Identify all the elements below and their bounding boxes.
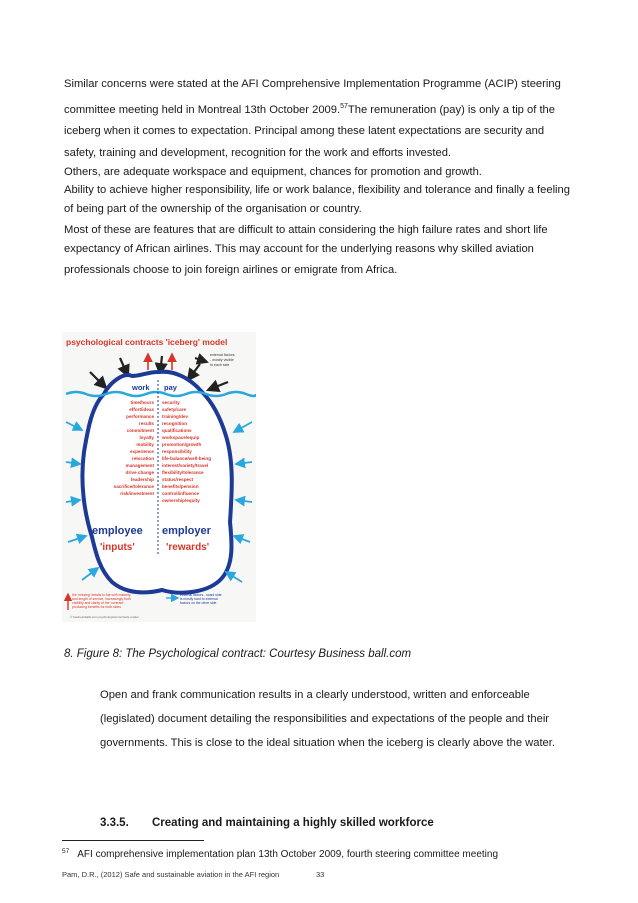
input-item: performance	[126, 414, 154, 419]
figure-title: psychological contracts 'iceberg' model	[66, 337, 228, 347]
section-heading	[100, 817, 434, 829]
note-line: external factors	[210, 353, 235, 357]
text-line: Open and frank communication results in a clearly understood, written and enforceable	[100, 689, 530, 701]
pay-label: pay	[164, 383, 177, 392]
input-item: commitment	[126, 428, 154, 433]
page-number: 33	[316, 870, 325, 879]
text-line: (legislated) document detailing the responsibilities and expectations of the people and their	[100, 713, 550, 725]
input-item: leadership	[131, 477, 154, 482]
section-number: 3.3.5.	[100, 817, 129, 829]
work-label: work	[132, 383, 150, 392]
bottom-right-note	[180, 593, 222, 605]
note-line: producing benefits for both sides	[72, 605, 122, 609]
reward-item: life-balance/well-being	[162, 456, 212, 461]
input-item: drive change	[125, 470, 154, 475]
external-arrow	[195, 358, 207, 362]
reward-item: recognition	[162, 421, 188, 426]
note-line: is mostly hard to external	[180, 597, 218, 601]
footnote-text: AFI comprehensive implementation plan 13th October 2009, fourth steering committee meeting	[77, 849, 499, 860]
note-line: visibility and clarity of the 'contract',	[72, 601, 125, 605]
employer-label: employer	[162, 525, 211, 537]
input-item: loyalty	[139, 435, 154, 440]
footnote	[62, 848, 498, 860]
text-line: of being part of the ownership of the organisation or country.	[64, 203, 362, 215]
reward-item: training/dev	[162, 414, 189, 419]
input-item: results	[138, 421, 154, 426]
reward-item: flexibility/tolerance	[162, 470, 204, 475]
footnote-number: 57	[62, 848, 70, 855]
note-line: and length of service, increasingly both	[72, 597, 131, 601]
body-paragraph-1	[64, 74, 584, 282]
input-item: time/hours	[130, 400, 154, 405]
iceberg-diagram	[62, 332, 256, 622]
reward-item: interest/variety/travel	[162, 463, 209, 468]
text-line: Ability to achieve higher responsibility, life or work balance, flexibility and tolerance and finally a feeling	[64, 184, 570, 196]
note-line: the 'missing' details to fair with maturity	[72, 593, 131, 597]
text-line: iceberg when it comes to expectation. Principal among these latent expectations are security and	[64, 125, 545, 137]
input-item: effort/ideas	[129, 407, 154, 412]
page-footer	[62, 870, 325, 879]
note-line: factors on the other side	[180, 601, 217, 605]
body-paragraph-2	[100, 683, 580, 755]
reward-item: status/respect	[162, 477, 194, 482]
reward-item: qualifications	[162, 428, 192, 433]
external-note-top	[210, 353, 235, 367]
input-item: experience	[129, 449, 154, 454]
text-line: Most of these are features that are difficult to attain considering the high failure rates and short life	[64, 223, 548, 236]
reward-item: control/influence	[162, 491, 200, 496]
footnote-ref[interactable]: 57	[340, 102, 348, 110]
text-fragment: The remuneration (pay) is only a tip of the	[347, 103, 555, 116]
text-line: expectancy of African airlines. This may account for the underlying reasons why skilled aviation	[64, 242, 534, 255]
input-item: risk/investment	[120, 491, 154, 496]
note-line: - mostly visible	[210, 358, 234, 362]
reward-item: benefits/pension	[162, 484, 199, 489]
input-item: relocation	[132, 456, 154, 461]
input-item: mobility	[136, 442, 154, 447]
rewards-label: 'rewards'	[166, 542, 210, 553]
text-line: Similar concerns were stated at the AFI Comprehensive Implementation Programme (ACIP) steering	[64, 78, 561, 90]
inputs-label: 'inputs'	[100, 542, 135, 553]
bottom-left-note	[72, 593, 131, 609]
figure-credit: © businessballs.com psychological contracts model	[70, 615, 139, 619]
iceberg-outline	[82, 372, 231, 593]
input-item: management	[125, 463, 154, 468]
text-line	[64, 96, 584, 122]
text-line: safety, training and development, recognition for the work and efforts invested.	[64, 146, 452, 159]
text-fragment: committee meeting held in Montreal 13th October 2009.	[64, 103, 341, 116]
reward-item: responsibility	[162, 449, 192, 454]
figure-caption: 8. Figure 8: The Psychological contract: Courtesy Business ball.com	[64, 648, 412, 660]
reward-item: security	[162, 400, 180, 405]
note-line: external factors - scant side	[180, 593, 222, 597]
footnote-separator	[62, 840, 204, 841]
text-line: Others, are adequate workspace and equipment, chances for promotion and growth.	[64, 166, 482, 178]
iceberg-figure	[62, 332, 256, 622]
text-line: professionals choose to join foreign airlines or emigrate from Africa.	[64, 264, 398, 276]
reward-item: promotion/growth	[162, 442, 202, 447]
reward-item: ownership/equity	[162, 498, 200, 503]
input-item: sacrifice/tolerance	[113, 484, 154, 489]
reward-item: workspace/equip	[162, 435, 200, 440]
footer-citation: Pam, D.R., (2012) Safe and sustainable aviation in the AFI region	[62, 870, 280, 879]
text-line: governments. This is close to the ideal situation when the iceberg is clearly above the water.	[100, 737, 555, 749]
section-title: Creating and maintaining a highly skilled workforce	[152, 817, 434, 829]
reward-item: safety/care	[162, 407, 187, 412]
employee-label: employee	[92, 525, 143, 537]
note-line: to each side	[210, 363, 230, 367]
